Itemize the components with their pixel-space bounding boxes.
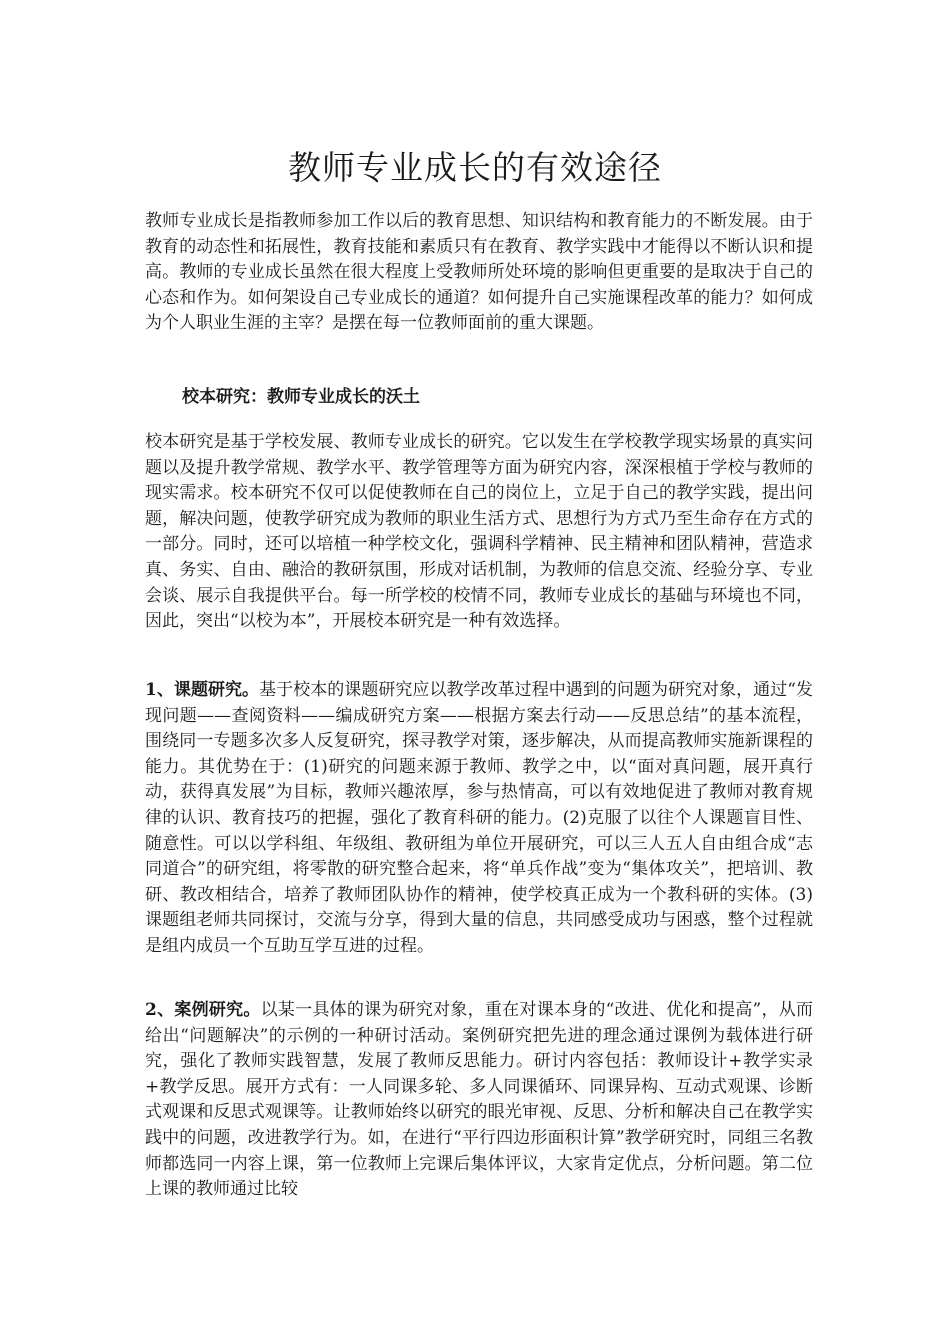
item-1-lead: 1、课题研究。 <box>145 680 260 700</box>
item-1-paragraph <box>145 678 813 960</box>
section-heading: 校本研究：教师专业成长的沃土 <box>182 387 420 407</box>
item-2-paragraph <box>145 998 813 1203</box>
item-1-body: 基于校本的课题研究应以教学改革过程中遇到的问题为研究对象，通过“发现问题——查阅资料——编成研究方案——根据方案去行动——反思总结”的基本流程，围绕同一专题多次多人反复研究，探寻教学对策，逐步解决，从而提高教师实施新课程的能力。其优势在于：(1)研究的问题来源于教师、教学之中，以“面对真问题，展开真行动，获得真发展”为目标，教师兴趣浓厚，参与热情高，可以有效地促进了教师对教育规律的认识、教育技巧的把握，强化了教育科研的能力。(2)克服了以往个人课题盲目性、随意性。可以以学科组、年级组、教研组为单位开展研究，可以三人五人自由组合成“志同道合”的研究组，将零散的研究整合起来，将“单兵作战”变为“集体攻关”，把培训、教研、教改相结合，培养了教师团队协作的精神，使学校真正成为一个教科研的实体。(3)课题组老师共同探讨，交流与分享，得到大量的信息，共同感受成功与困惑，整个过程就是组内成员一个互助互学互进的过程。 <box>145 680 813 956</box>
intro-paragraph: 教师专业成长是指教师参加工作以后的教育思想、知识结构和教育能力的不断发展。由于教育的动态性和拓展性，教育技能和素质只有在教育、教学实践中才能得以不断认识和提高。教师的专业成长虽然在很大程度上受教师所处环境的影响但更重要的是取决于自己的心态和作为。如何架设自己专业成长的通道？如何提升自己实施课程改革的能力？如何成为个人职业生涯的主宰？是摆在每一位教师面前的重大课题。 <box>145 211 813 334</box>
document-title: 教师专业成长的有效途径 <box>288 148 662 187</box>
section-body-paragraph: 校本研究是基于学校发展、教师专业成长的研究。它以发生在学校教学现实场景的真实问题以及提升教学常规、教学水平、教学管理等方面为研究内容，深深根植于学校与教师的现实需求。校本研究不仅可以促使教师在自己的岗位上，立足于自己的教学实践，提出问题，解决问题，使教学研究成为教师的职业生活方式、思想行为方式乃至生命存在方式的一部分。同时，还可以培植一种学校文化，强调科学精神、民主精神和团队精神，营造求真、务实、自由、融洽的教研氛围，形成对话机制，为教师的信息交流、经验分享、专业会谈、展示自我提供平台。每一所学校的校情不同，教师专业成长的基础与环境也不同，因此，突出“以校为本”，开展校本研究是一种有效选择。 <box>145 432 813 632</box>
item-2-body: 以某一具体的课为研究对象，重在对课本身的“改进、优化和提高”，从而给出“问题解决”的示例的一种研讨活动。案例研究把先进的理念通过课例为载体进行研究，强化了教师实践智慧，发展了教师反思能力。研讨内容包括：教师设计+教学实录+教学反思。展开方式有：一人同课多轮、多人同课循环、同课异构、互动式观课、诊断式观课和反思式观课等。让教师始终以研究的眼光审视、反思、分析和解决自己在教学实践中的问题，改进教学行为。如，在进行“平行四边形面积计算”教学研究时，同组三名教师都选同一内容上课，第一位教师上完课后集体评议，大家肯定优点，分析问题。第二位上课的教师通过比较 <box>145 1000 813 1200</box>
item-2-lead: 2、案例研究。 <box>145 1000 261 1020</box>
